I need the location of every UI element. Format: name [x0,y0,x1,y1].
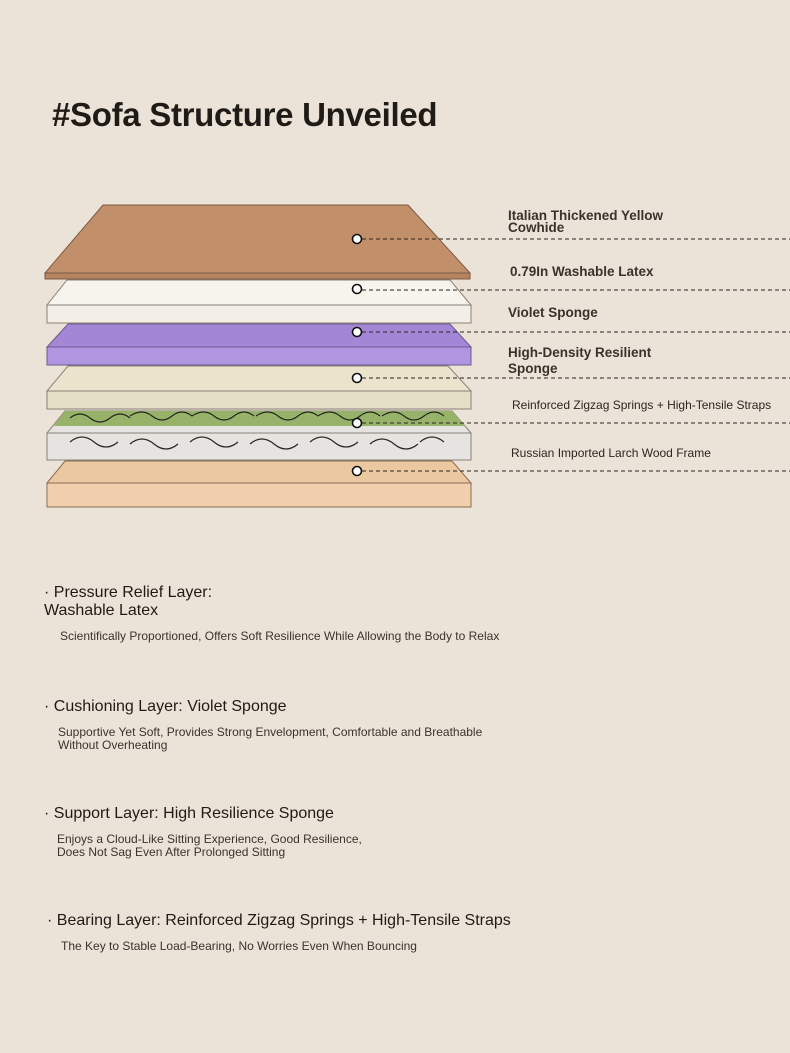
section-heading: · Pressure Relief Layer: Washable Latex [44,584,213,619]
section-text: Supportive Yet Soft, Provides Strong Envelopment, Comfortable and Breathable Without Overheating [58,725,483,752]
page-title: #Sofa Structure Unveiled [52,96,438,133]
section-heading: · Cushioning Layer: Violet Sponge [44,698,287,715]
section-cushioning [44,698,482,752]
section-text: Scientifically Proportioned, Offers Soft Resilience While Allowing the Body to Relax [60,629,500,643]
springs-layer [47,411,471,460]
violet-sponge-layer [47,324,471,365]
section-heading: · Support Layer: High Resilience Sponge [44,805,334,822]
section-heading: · Bearing Layer: Reinforced Zigzag Springs + High-Tensile Straps [47,912,511,929]
section-text: Enjoys a Cloud-Like Sitting Experience, Good Resilience, Does Not Sag Even After Prolonged Sitting [57,832,362,859]
layer-label-latex: 0.79In Washable Latex [510,264,654,279]
hd-sponge-layer [47,366,471,409]
callout-dot [353,419,362,428]
layer-label-hd-sponge: High-Density Resilient Sponge [508,345,652,376]
section-text: The Key to Stable Load-Bearing, No Worries Even When Bouncing [61,939,417,953]
latex-layer [47,280,471,323]
section-bearing [47,912,511,953]
callout-dot [353,467,362,476]
section-support [44,805,362,859]
section-pressure-relief [44,584,499,643]
layer-label-leather: Italian Thickened Yellow Cowhide [508,208,664,235]
wood-frame-layer [47,461,471,507]
layer-label-violet: Violet Sponge [508,305,598,320]
callout-dot [353,328,362,337]
leather-layer [45,205,470,279]
layer-label-wood: Russian Imported Larch Wood Frame [511,446,711,460]
callout-dot [353,374,362,383]
callout-dot [353,285,362,294]
layer-label-springs: Reinforced Zigzag Springs + High-Tensile Straps [512,398,772,412]
callout-dot [353,235,362,244]
